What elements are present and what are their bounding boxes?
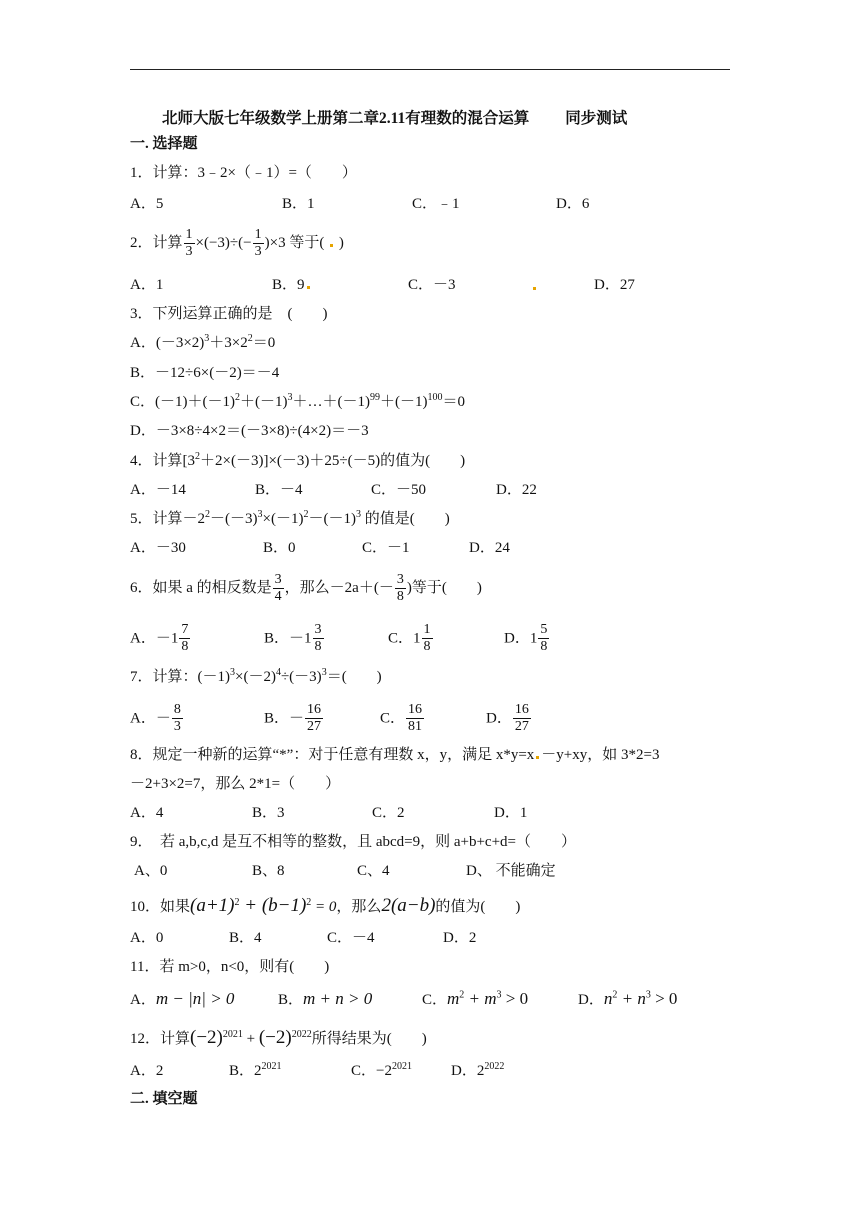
q2-option-d: D．27: [594, 277, 635, 293]
question-4-stem: 4．计算$[3^2+2\times(-3)]\times(-3)+25\div(-5)$的值为( ): [130, 451, 466, 469]
q8-option-d: D．1: [494, 805, 528, 821]
question-7-stem: 7．计算：$(-1)^3\times(-2)^4\div(-3)^3=$( ): [130, 667, 382, 685]
q8-option-a: A．4: [130, 805, 164, 821]
q9-option-b: B、8: [252, 863, 285, 879]
question-8-line-2: －2+3×2=7，那么 2*1=（ ）: [130, 776, 341, 792]
question-8-line-1: 8．规定一种新的运算“*”：对于任意有理数 x，y，满足 x*y=x －y+xy，如 3*2=3: [130, 747, 660, 763]
question-11-stem: 11．若 m>0，n<0，则有( ): [130, 959, 330, 975]
question-9-stem: 9． 若 a,b,c,d 是互不相等的整数，且 abcd=9，则 a+b+c+d=（ ）: [130, 834, 576, 850]
q11-option-b: B．m + n > 0: [278, 989, 373, 1008]
question-6-stem: 6．如果 a 的相反数是 $\frac{3}{4}$ ，那么－2a＋(－ $\frac{3}{8}$ )等于( ): [130, 572, 482, 604]
dot-mark: [536, 756, 539, 759]
question-2-stem: 2．计算 $\frac{1}{3}$ ×(−3)÷(− $\frac{1}{3}$ )×3 等于( ): [130, 227, 344, 259]
q2-option-a: A．1: [130, 277, 164, 293]
section-heading-fill: 二. 填空题: [130, 1091, 198, 1107]
q2-option-c: C．－3: [408, 277, 456, 293]
q9-option-d: D、 不能确定: [466, 863, 556, 879]
q8-option-b: B．3: [252, 805, 285, 821]
q12-option-d: D．$2^{2022}$: [451, 1061, 505, 1079]
q10-option-c: C．－4: [327, 930, 375, 946]
q10-option-b: B．4: [229, 930, 262, 946]
q5-option-d: D．24: [469, 540, 510, 556]
q4-option-a: A．－14: [130, 482, 186, 498]
q6-fraction-2: $\frac{3}{8}$: [396, 572, 404, 604]
document-title: 北师大版七年级数学上册第二章2.11有理数的混合运算 同步测试: [162, 110, 628, 127]
q7-option-d: D． $\frac{16}{27}$: [486, 702, 529, 734]
q3-option-a: A．$(-3\times 2)^3+3\times 2^2=0$: [130, 333, 276, 351]
q4-option-d: D．22: [496, 482, 537, 498]
q11-option-a: A．m − |n| > 0: [130, 989, 235, 1008]
q8-option-c: C．2: [372, 805, 405, 821]
q10-option-a: A．0: [130, 930, 164, 946]
q3-option-b: B．－12÷6×(－2)＝－4: [130, 365, 280, 381]
q3-option-d: D．－3×8÷4×2＝(－3×8)÷(4×2)＝－3: [130, 423, 369, 439]
q7-option-b: B．－ $\frac{16}{27}$: [264, 702, 322, 734]
q1-option-b: B．1: [282, 196, 315, 212]
q1-option-c: C．﹣1: [412, 196, 460, 212]
q1-option-a: A．5: [130, 196, 164, 212]
question-10-stem: 10．如果$(a+1)^2 + (b-1)^2 = 0$，那么2(a−b)的值为( ): [130, 895, 521, 916]
q9-option-a: A、0: [134, 863, 168, 879]
q10-option-d: D．2: [443, 930, 477, 946]
q6-option-b: B．－1 $\frac{3}{8}$: [264, 622, 322, 654]
q6-option-a: A．－1 $\frac{7}{8}$: [130, 622, 189, 654]
q2-fraction-2: $\frac{1}{3}$: [254, 227, 262, 259]
section-heading-choice: 一. 选择题: [130, 136, 198, 152]
q11-option-d: D．$n^2 + n^3 > 0$: [578, 989, 678, 1008]
question-5-stem: 5．计算$-2^2-(-3)^3\times(-1)^2-(-1)^3$ 的值是( ): [130, 509, 450, 527]
q3-option-c: C．$(-1)+(-1)^2+(-1)^3+\dots+(-1)^{99}+(-1)^{100}=0$: [130, 392, 466, 410]
q7-option-c: C． $\frac{16}{81}$: [380, 702, 423, 734]
q5-option-c: C．－1: [362, 540, 410, 556]
question-3-stem: 3．下列运算正确的是 ( ): [130, 306, 328, 322]
q2-fraction-1: $\frac{1}{3}$: [185, 227, 193, 259]
dot-mark: [330, 244, 333, 247]
q1-option-d: D．6: [556, 196, 590, 212]
q5-option-a: A．－30: [130, 540, 186, 556]
q11-option-c: C．$m^2 + m^3 > 0$: [422, 989, 529, 1008]
q5-option-b: B．0: [263, 540, 296, 556]
header-rule: [130, 69, 730, 70]
q12-option-a: A．2: [130, 1063, 164, 1079]
question-12-stem: 12．计算$(-2)^{2021} + (-2)^{2022}$所得结果为( ): [130, 1027, 427, 1048]
q7-option-a: A．－ $\frac{8}{3}$: [130, 702, 181, 734]
q6-option-c: C．1 $\frac{1}{8}$: [388, 622, 431, 654]
q4-option-c: C．－50: [371, 482, 427, 498]
q4-option-b: B．－4: [255, 482, 303, 498]
dot-mark: [307, 286, 310, 289]
question-1-stem: 1．计算：3﹣2×（﹣1）=（ ）: [130, 165, 357, 181]
q2-option-b: B．9: [272, 275, 312, 295]
q12-option-b: B．$2^{2021}$: [229, 1061, 282, 1079]
dot-mark: [533, 287, 536, 290]
q6-option-d: D．1 $\frac{5}{8}$: [504, 622, 548, 654]
q6-fraction-1: $\frac{3}{4}$: [274, 572, 282, 604]
q12-option-c: C．$-2^{2021}$: [351, 1061, 412, 1079]
q9-option-c: C、4: [357, 863, 390, 879]
